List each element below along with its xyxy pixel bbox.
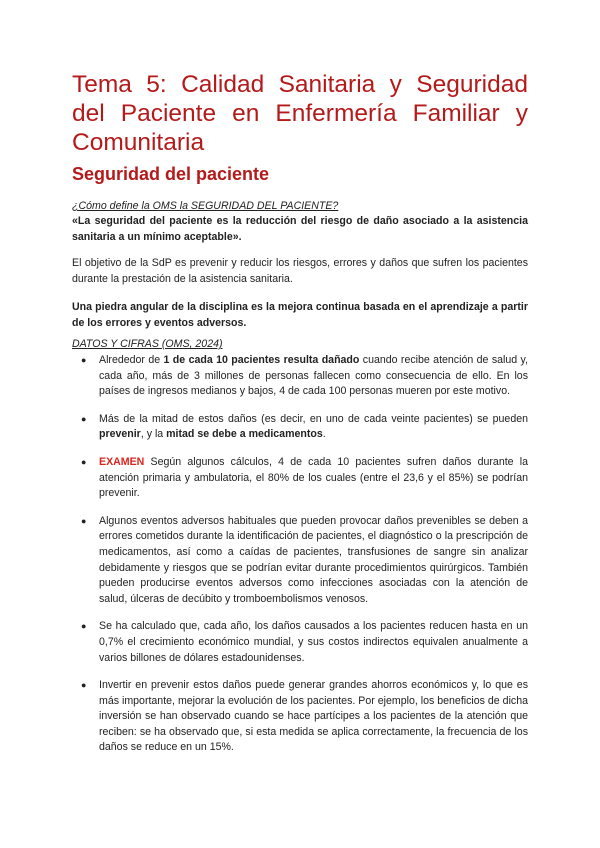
exam-tag: EXAMEN bbox=[99, 455, 145, 468]
text-run: cuando recibe atención de salud y, cada año, más de 3 millones de personas fallecen como consecuencia de ello. En los países de ingresos medianos y bajos, 4 de cada 100 personas mueren por este motivo. bbox=[99, 354, 528, 398]
facts-list bbox=[72, 353, 528, 756]
text-run: Más de la mitad de estos daños (es decir, en uno de cada veinte pacientes) se pueden bbox=[99, 412, 528, 425]
bold-text: prevenir bbox=[99, 428, 141, 441]
bullet-icon: ● bbox=[81, 680, 87, 691]
bullet-icon: ● bbox=[81, 515, 87, 526]
bullet-icon: ● bbox=[81, 456, 87, 467]
section-heading: Seguridad del paciente bbox=[72, 164, 270, 184]
data-section-title: DATOS Y CIFRAS (OMS, 2024) bbox=[72, 338, 223, 350]
text-run: Invertir en prevenir estos daños puede generar grandes ahorros económicos y, lo que es más importante, mejorar la evolución de los pacientes. Por ejemplo, los beneficios de dicha inversión se han observado cuando se hace partícipes a los pacientes de la atención que reciben: se ha observado que, si esta medida se aplica correctamente, la frecuencia de los daños se reduce en un 15%. bbox=[99, 679, 528, 754]
list-item bbox=[72, 514, 528, 608]
who-definition: «La seguridad del paciente es la reducción del riesgo de daño asociado a la asistencia sanitaria a un mínimo aceptable». bbox=[72, 215, 528, 243]
list-item bbox=[72, 455, 528, 502]
document-title: Tema 5: Calidad Sanitaria y Seguridad del Paciente en Enfermería Familiar y Comunitaria bbox=[72, 71, 528, 156]
list-item bbox=[72, 353, 528, 400]
bullet-icon: ● bbox=[81, 621, 87, 632]
bullet-icon: ● bbox=[81, 355, 87, 365]
list-item bbox=[72, 412, 528, 443]
who-question: ¿Cómo define la OMS la SEGURIDAD DEL PACIENTE? bbox=[72, 200, 339, 212]
text-run: Alrededor de bbox=[99, 354, 164, 366]
bold-text: 1 de cada 10 pacientes resulta dañado bbox=[163, 354, 360, 366]
list-item bbox=[72, 619, 528, 666]
document-page bbox=[72, 70, 528, 768]
objective-paragraph: El objetivo de la SdP es prevenir y reducir los riesgos, errores y daños que sufren los pacientes durante la prestación de la asistencia sanitaria. bbox=[72, 257, 528, 285]
list-item bbox=[72, 678, 528, 756]
bullet-icon: ● bbox=[81, 413, 87, 424]
text-run: . bbox=[322, 428, 326, 441]
bold-text: mitad se debe a medicamentos bbox=[166, 428, 323, 441]
text-run: Se ha calculado que, cada año, los daños causados a los pacientes reducen hasta en un 0,7% el crecimiento económico mundial, y sus costos indirectos equivalen anualmente a varios billones de dólares estadounidenses. bbox=[99, 620, 528, 664]
text-run: Algunos eventos adversos habituales que pueden provocar daños prevenibles se deben a errores cometidos durante la identificación de pacientes, el diagnóstico o la prescripción de medicamentos, así como a caídas de pacientes, transfusiones de sangre sin analizar debidamente y riesgos que se podrían evitar durante procedimientos quirúrgicos. También pueden producirse eventos adversos como infecciones asociadas con la atención de salud, úlceras de decúbito y tromboembolismos venosos. bbox=[99, 514, 528, 605]
text-run: , y la bbox=[140, 428, 167, 441]
cornerstone-paragraph: Una piedra angular de la disciplina es la mejora continua basada en el aprendizaje a partir de los errores y eventos adversos. bbox=[72, 301, 528, 329]
text-run: Según algunos cálculos, 4 de cada 10 pacientes sufren daños durante la atención primaria y ambulatoria, el 80% de los cuales (entre el 23,6 y el 85%) se podrían prevenir. bbox=[99, 455, 528, 500]
